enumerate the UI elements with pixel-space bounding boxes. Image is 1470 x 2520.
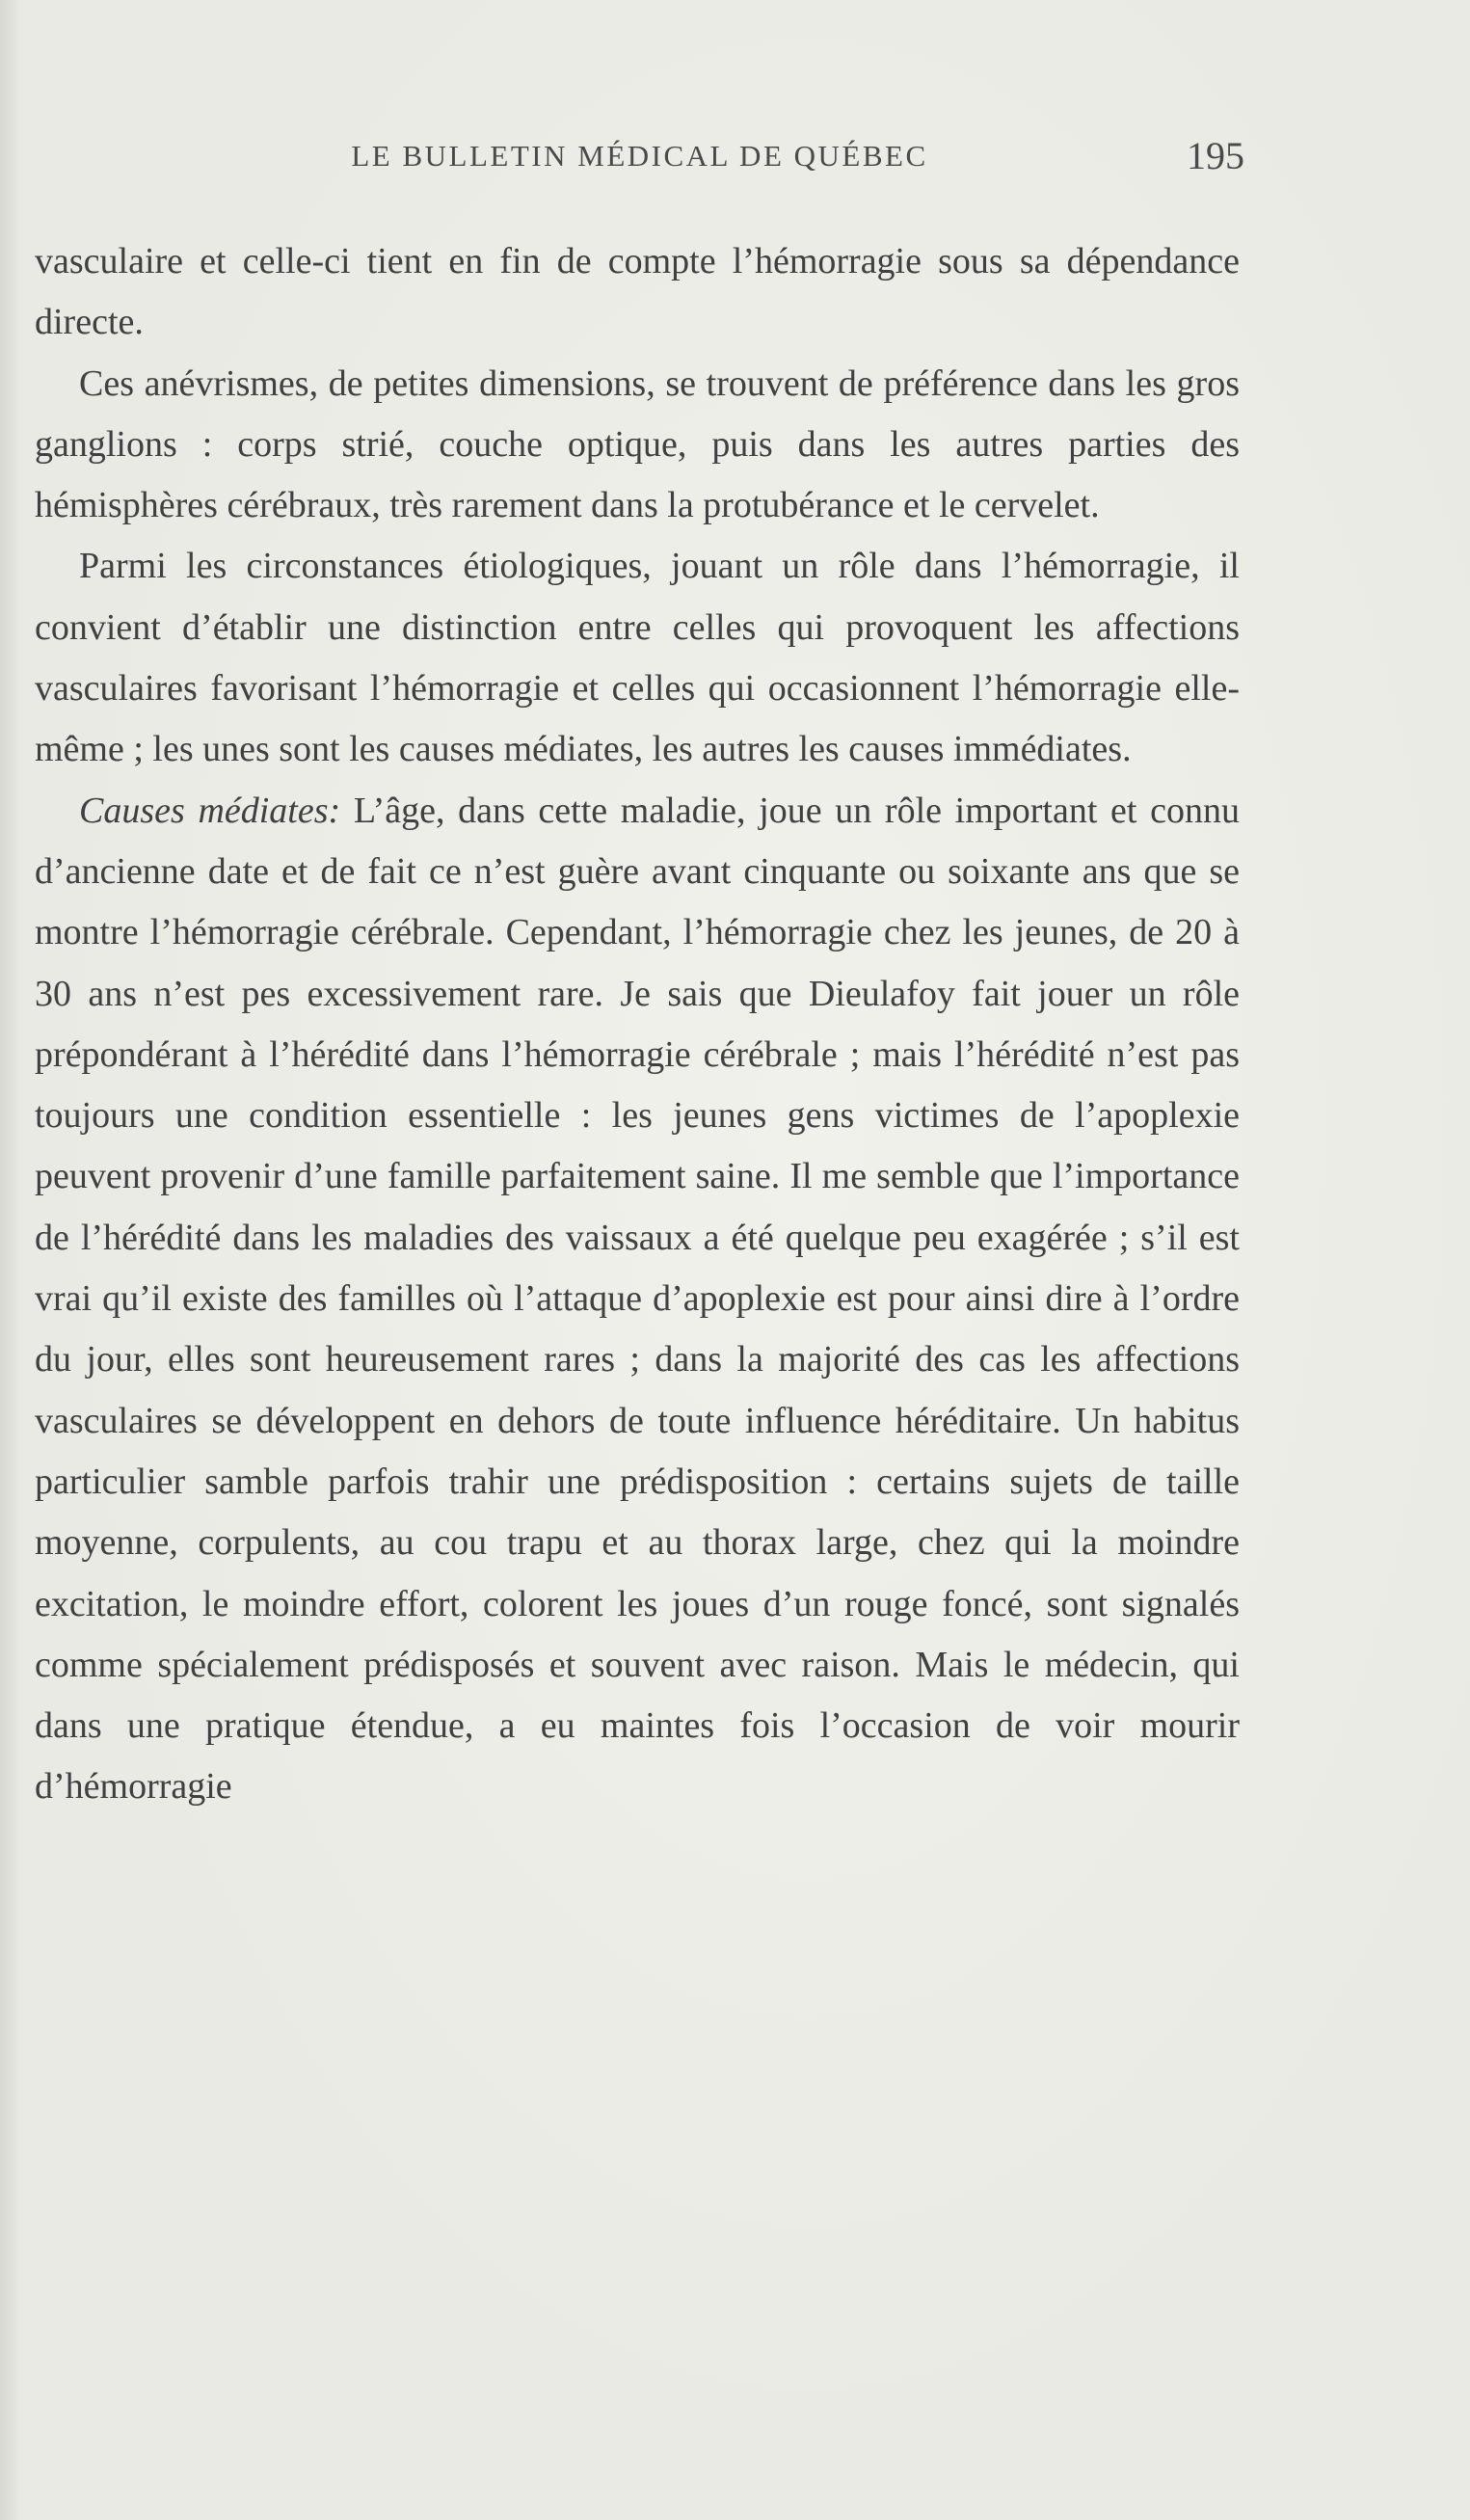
- paragraph-etiology: Parmi les circonstances étiologiques, jouant un rôle dans l’hémorragie, il convient d’établir une distinction entre celles qui provoquent les affections vasculaires favorisant l’hémorragie et celles qui occasionnent l’hémorragie elle-même ; les unes sont les causes médiates, les autres les causes immédiates.: [35, 546, 1240, 770]
- page-number: 195: [1187, 134, 1244, 177]
- paragraph-mediate-causes: [35, 781, 1240, 1818]
- paragraph-mediate-causes-text: L’âge, dans cette maladie, joue un rôle important et connu d’ancienne date et de fait ce n’est guère avant cinquante ou soixante ans que se montre l’hémorragie cérébrale. Cependant, l’hémorragie chez les jeunes, de 20 à 30 ans n’est pes excessivement rare. Je sais que Dieulafoy fait jouer un rôle prépondérant à l’hérédité dans l’hémorragie cérébrale ; mais l’hérédité n’est pas toujours une condition essentielle : les jeunes gens victimes de l’apoplexie peuvent provenir d’une famille parfaitement saine. Il me semble que l’importance de l’hérédité dans les maladies des vaissaux a été quelque peu exagérée ; s’il est vrai qu’il existe des familles où l’attaque d’apoplexie est pour ainsi dire à l’ordre du jour, elles sont heureusement rares ; dans la majorité des cas les affections vasculaires se développent en dehors de toute influence héréditaire. Un habitus particulier samble parfois trahir une prédisposition : certains sujets de taille moyenne, corpulents, au cou trapu et au thorax large, chez qui la moindre excitation, le moindre effort, colorent les joues d’un rouge foncé, sont signalés comme spécialement prédisposés et souvent avec raison. Mais le médecin, qui dans une pratique étendue, a eu maintes fois l’occasion de voir mourir d’hémorragie: [35, 790, 1241, 1808]
- paragraph-aneurysms: Ces anévrismes, de petites dimensions, se trouvent de préférence dans les gros ganglions : corps strié, couche optique, puis dans les autres parties des hémisphères cérébraux, très rarement dans la protubérance et le cervelet.: [35, 362, 1240, 526]
- paragraph-continuation: vasculaire et celle-ci tient en fin de compte l’hémorragie sous sa dépendance directe.: [35, 241, 1240, 343]
- running-head: [35, 133, 1244, 191]
- body-text: [35, 231, 1240, 1818]
- page-edge-shadow: [0, 0, 21, 2520]
- section-lead-italic: Causes médiates:: [79, 790, 341, 831]
- running-title: LE BULLETIN MÉDICAL DE QUÉBEC: [351, 139, 928, 173]
